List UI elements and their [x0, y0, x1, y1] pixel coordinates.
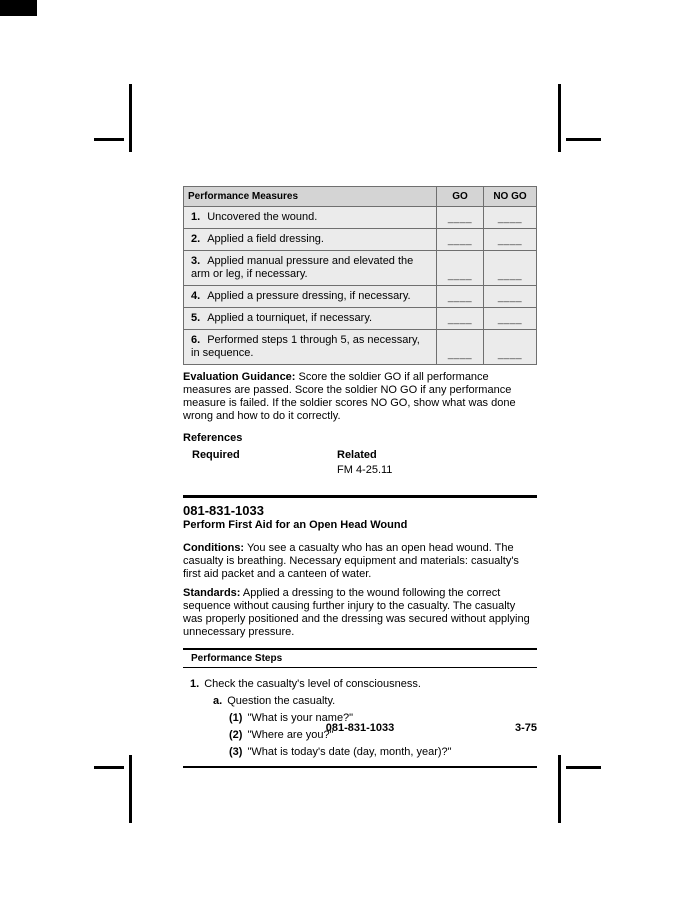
measure-text: Applied a field dressing.: [207, 233, 324, 245]
performance-measures-table: [183, 186, 537, 365]
page-footer: [183, 722, 537, 734]
step-number: (2): [229, 729, 243, 741]
evaluation-guidance-text: Score the soldier GO if all performance measures are passed. Score the soldier NO GO if any performance measure is failed. If the soldier scores NO GO, show what was done wrong and how to do it correctly.: [183, 371, 516, 422]
references-section: [183, 432, 537, 477]
measure-cell: [184, 229, 437, 251]
standards-text: Applied a dressing to the wound following the correct sequence without causing further injury to the casualty. The casualty was properly positioned and the dressing was secured without applying unnecessary pressure.: [183, 587, 530, 638]
step-1a-3: [183, 746, 537, 759]
nogo-blank: ____: [484, 308, 537, 330]
measure-cell: [184, 286, 437, 308]
standards-label: Standards:: [183, 587, 241, 599]
table-header-row: [184, 187, 537, 207]
go-blank: ____: [437, 308, 484, 330]
evaluation-guidance-label: Evaluation Guidance:: [183, 371, 296, 383]
step-text: Check the casualty's level of consciousness.: [204, 678, 421, 690]
step-number: a.: [213, 695, 223, 707]
nogo-blank: ____: [484, 330, 537, 365]
step-1: [183, 678, 537, 691]
measure-cell: [184, 207, 437, 229]
step-text: "What is your name?": [247, 712, 354, 724]
go-blank: ____: [437, 286, 484, 308]
table-row: [184, 330, 537, 365]
step-number: (3): [229, 746, 243, 758]
conditions-label: Conditions:: [183, 542, 245, 554]
corner-print-block: [0, 0, 37, 16]
footer-page-number: 3-75: [514, 722, 537, 734]
conditions-text: You see a casualty who has an open head wound. The casualty is breathing. Necessary equipment and materials: casualty's first aid packet and a canteen of water.: [183, 542, 519, 580]
related-reference-item: FM 4-25.11: [337, 464, 393, 476]
crop-mark-bottom-left-vertical: [129, 755, 132, 823]
measure-text: Applied a pressure dressing, if necessary.: [207, 290, 411, 302]
go-blank: ____: [437, 207, 484, 229]
measure-cell: [184, 251, 437, 286]
nogo-blank: ____: [484, 286, 537, 308]
related-column-label: Related: [337, 449, 377, 461]
section-divider-rule: [183, 495, 537, 498]
nogo-blank: ____: [484, 229, 537, 251]
task-title: Perform First Aid for an Open Head Wound: [183, 519, 408, 531]
measure-number: 4.: [191, 290, 201, 302]
conditions-paragraph: [183, 542, 537, 581]
step-number: (1): [229, 712, 243, 724]
measure-cell: [184, 308, 437, 330]
steps-bottom-rule: [183, 766, 537, 768]
crop-mark-bottom-right-vertical: [558, 755, 561, 823]
crop-mark-bottom-left-horizontal: [94, 766, 124, 769]
references-columns: [183, 449, 537, 462]
measure-text: Performed steps 1 through 5, as necessary, in sequence.: [191, 334, 420, 359]
performance-steps-header: [183, 648, 537, 668]
crop-mark-top-left-vertical: [129, 84, 132, 152]
required-column-label: Required: [192, 449, 240, 461]
task-number-heading: 081-831-1033: [183, 503, 264, 518]
measure-number: 3.: [191, 255, 201, 267]
measure-text: Uncovered the wound.: [207, 211, 318, 223]
standards-paragraph: [183, 587, 537, 639]
crop-mark-top-right-horizontal: [566, 138, 601, 141]
step-number: 1.: [190, 678, 200, 690]
measure-number: 6.: [191, 334, 201, 346]
step-text: "Where are you?": [247, 729, 334, 741]
evaluation-guidance-paragraph: [183, 371, 537, 423]
measure-number: 2.: [191, 233, 201, 245]
step-1a: [183, 695, 537, 708]
step-text: Question the casualty.: [227, 695, 336, 707]
measure-cell: [184, 330, 437, 365]
measures-header-label: Performance Measures: [184, 187, 437, 207]
measure-number: 5.: [191, 312, 201, 324]
table-row: [184, 207, 537, 229]
measure-text: Applied a tourniquet, if necessary.: [207, 312, 373, 324]
footer-task-number: 081-831-1033: [325, 722, 395, 734]
performance-steps-list: [183, 668, 537, 759]
table-row: [184, 229, 537, 251]
go-blank: ____: [437, 251, 484, 286]
go-column-header: GO: [437, 187, 484, 207]
measure-number: 1.: [191, 211, 201, 223]
page-content: [183, 186, 537, 768]
performance-steps-header-label: Performance Steps: [191, 653, 283, 664]
step-text: "What is today's date (day, month, year)?": [247, 746, 452, 758]
crop-mark-bottom-right-horizontal: [566, 766, 601, 769]
nogo-column-header: NO GO: [484, 187, 537, 207]
crop-mark-top-right-vertical: [558, 84, 561, 152]
nogo-blank: ____: [484, 251, 537, 286]
go-blank: ____: [437, 229, 484, 251]
table-row: [184, 286, 537, 308]
go-blank: ____: [437, 330, 484, 365]
table-row: [184, 308, 537, 330]
table-row: [184, 251, 537, 286]
measure-text: Applied manual pressure and elevated the arm or leg, if necessary.: [191, 255, 414, 280]
references-title: References: [183, 432, 243, 444]
nogo-blank: ____: [484, 207, 537, 229]
crop-mark-top-left-horizontal: [94, 138, 124, 141]
